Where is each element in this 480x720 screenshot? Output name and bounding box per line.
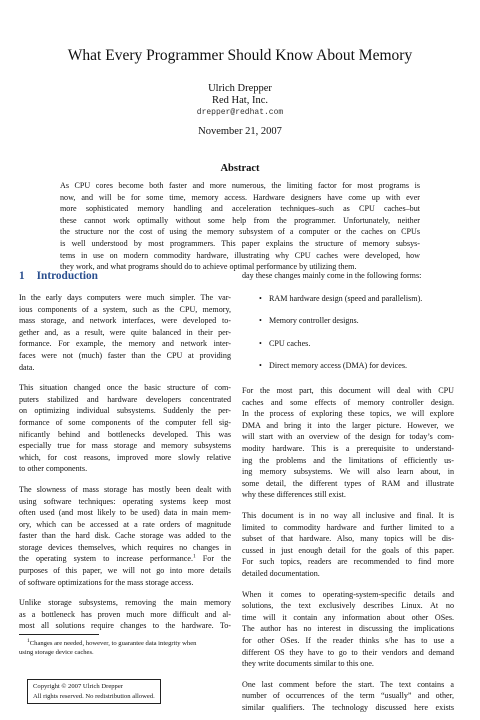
text-line: tems in use on modern commodity hardware, illustrating why CPU caches were developed, how (60, 250, 420, 260)
intro-paragraph-9 (242, 679, 454, 714)
text-line: solutions, the text exclusively describes Linux. At no (242, 601, 454, 611)
intro-paragraph-1 (19, 292, 231, 373)
text-line: nificantly behind and bottlenecks developed. This was (19, 429, 231, 439)
footnote-line (19, 637, 231, 649)
text-line: they write documents similar to this one. (242, 659, 374, 669)
text-line-content: storage devices themselves, which requires no changes in (19, 542, 231, 552)
text-line (19, 542, 231, 554)
text-line: For such topics, readers are recommended to find more (242, 557, 454, 567)
list-item: • RAM hardware design (speed and parallelism). (259, 293, 454, 304)
text-line: will start with an overview of the design for today’s com- (242, 432, 454, 442)
text-line: As CPU cores become both faster and more numerous, the limiting factor for most programs is (60, 181, 420, 190)
text-line: formance. For example, the memory and network inter- (19, 339, 231, 349)
text-line: most all solutions require changes to the hardware. To- (19, 621, 231, 631)
text-line: different OS they have to go to their vendors and demand (242, 647, 454, 657)
author-block (0, 83, 480, 107)
list-item: • CPU caches. (259, 338, 454, 349)
text-line: ious components of a system, such as the CPU, memory, (19, 304, 231, 314)
copyright-notice (27, 679, 161, 704)
text-line (19, 519, 231, 531)
text-line: data. (19, 362, 35, 372)
text-line: One last comment before the start. The text contains a (242, 679, 454, 689)
paper-title: What Every Programmer Should Know About Memory (67, 47, 413, 64)
text-line-content: faster than the hard disk. Cache storage was added to the (19, 531, 231, 541)
intro-paragraph-6 (242, 385, 454, 501)
text-line-content: the operating system to increase performance. (19, 554, 193, 564)
text-line: more sophisticated memory handling and acceleration techniques–such as CPU caches–but (60, 204, 420, 214)
text-line (19, 484, 231, 496)
intro-paragraph-8 (242, 589, 454, 670)
footnote-text: using storage device caches. (19, 648, 94, 656)
text-line: day these changes mainly come in the following forms: (242, 271, 422, 280)
intro-paragraph-2 (19, 382, 231, 475)
text-line: Unlike storage subsystems, removing the main memory (19, 598, 231, 608)
text-line: puters stabilized and hardware developers concentrated (19, 394, 231, 404)
publication-date: November 21, 2007 (198, 126, 282, 137)
intro-paragraph-5 (242, 270, 454, 282)
text-line: faces were not (much) faster than the CPU at providing (19, 350, 231, 360)
text-line: time will it contain any information about other OSes. (242, 612, 454, 622)
author-affiliation: Red Hat, Inc. (212, 95, 268, 106)
text-line: these cannot work optimally without some help from the programmer. Unfortunately, neither (60, 215, 420, 225)
text-line-content: The slowness of mass storage has mostly been dealt with (19, 484, 231, 494)
footnote-line (19, 649, 231, 658)
footnote-text: Changes are needed, however, to guarantee data integrity when (29, 640, 197, 647)
text-line: to other components. (19, 464, 88, 474)
text-line: ing memory subsystems. We will also learn about, in (242, 467, 454, 477)
abstract-body (60, 180, 420, 273)
text-line: modity hardware. This is a prerequisite to understand- (242, 444, 454, 454)
author-name: Ulrich Drepper (208, 83, 272, 94)
text-line-content: often used (and most likely to be used) data in main mem- (19, 508, 231, 518)
text-line: mass storage, and network interfaces, were developed to- (19, 316, 231, 326)
forms-list (259, 293, 454, 372)
text-line: which, for cost reasons, improved more slowly relative (19, 452, 231, 462)
text-line: they work, and what programs should do to achieve optimal performance by utilizing them. (60, 262, 357, 272)
text-line: subset of that hardware. Also, many topics will be dis- (242, 534, 454, 544)
text-line: cussed in just enough detail for the goals of this paper. (242, 545, 454, 555)
footnote-number: 1 (27, 637, 30, 644)
text-line: now, and will be for some time, memory access. Hardware designers have come up with ever (60, 192, 420, 202)
text-line: formance of some components of the computer fell sig- (19, 417, 231, 427)
text-line-tail: For the (195, 554, 231, 564)
text-line-content: purposes of this paper, we will not go into more details (19, 566, 231, 576)
author-email: drepper@redhat.com (196, 108, 284, 117)
footnote (19, 637, 231, 657)
section-number: 1 (19, 270, 25, 282)
text-line (19, 565, 231, 577)
section-heading (19, 270, 231, 282)
text-line-content: using software techniques: operating systems keep most (19, 496, 231, 506)
right-column (242, 270, 454, 720)
left-column (19, 270, 231, 641)
text-line (19, 530, 231, 542)
copyright-line: All rights reserved. No redistribution allowed. (33, 692, 155, 700)
text-line: on optimizing individual subsystems. Suddenly the per- (19, 406, 231, 416)
footnote-rule (19, 634, 99, 635)
text-line: The author has no interest in discussing the implications (242, 624, 454, 634)
copyright-line: Copyright © 2007 Ulrich Drepper (33, 683, 123, 690)
text-line: caches and some effects of memory controller design. (242, 397, 454, 407)
text-line: For the most part, this document will deal with CPU (242, 386, 454, 396)
text-line: In the process of exploring these topics, we will explore (242, 409, 454, 419)
footnote-marker[interactable]: 1 (192, 553, 196, 560)
text-line: why these differences still exist. (242, 490, 346, 500)
list-item: • Memory controller designs. (259, 315, 454, 326)
text-line: especially true for mass storage and memory subsystems (19, 441, 231, 451)
text-line: similar qualifiers. The technology discussed here exists (242, 702, 454, 712)
text-line (19, 496, 231, 508)
intro-paragraph-3 (19, 484, 231, 588)
text-line: DMA and bring it into the larger picture. However, we (242, 420, 454, 430)
text-line: is well understood by most programmers. This paper explains the structure of memory subsys- (60, 238, 420, 248)
text-line-content: of software optimizations for the mass storage access. (19, 577, 194, 587)
list-item: • Direct memory access (DMA) for devices. (259, 360, 454, 371)
text-line: some detail, the different types of RAM and illustrate (242, 478, 454, 488)
text-line: When it comes to operating-system-specific details and (242, 589, 454, 599)
text-line-content: ory, which can be accessed at a rate orders of magnitude (19, 519, 231, 529)
abstract-heading: Abstract (220, 163, 260, 174)
text-line: detailed documentation. (242, 569, 320, 578)
text-line: ing the problems and the limitations of efficiently us- (242, 455, 454, 465)
intro-paragraph-7 (242, 510, 454, 580)
intro-paragraph-4 (19, 597, 231, 632)
text-line: number of occurrences of the term “usually” and other, (242, 691, 454, 701)
text-line: This document is in no way all inclusive and final. It is (242, 511, 454, 521)
text-line (19, 577, 231, 589)
text-line: In the early days computers were much simpler. The var- (19, 293, 231, 302)
text-line: the structure nor the cost of using the memory subsystem of a computer or the caches on CPUs (60, 227, 420, 237)
text-line: as a bottleneck has proven much more difficult and al- (19, 609, 231, 619)
text-line: This situation changed once the basic structure of com- (19, 383, 231, 393)
section-title: Introduction (36, 270, 98, 282)
text-line (19, 507, 231, 519)
text-line (19, 553, 231, 565)
text-line: limited to commodity hardware and further limited to a (242, 522, 454, 532)
text-line: for other OSes. If the reader thinks s/he has to use a (242, 635, 454, 645)
text-line: gether and, as a result, were quite balanced in their per- (19, 327, 231, 337)
